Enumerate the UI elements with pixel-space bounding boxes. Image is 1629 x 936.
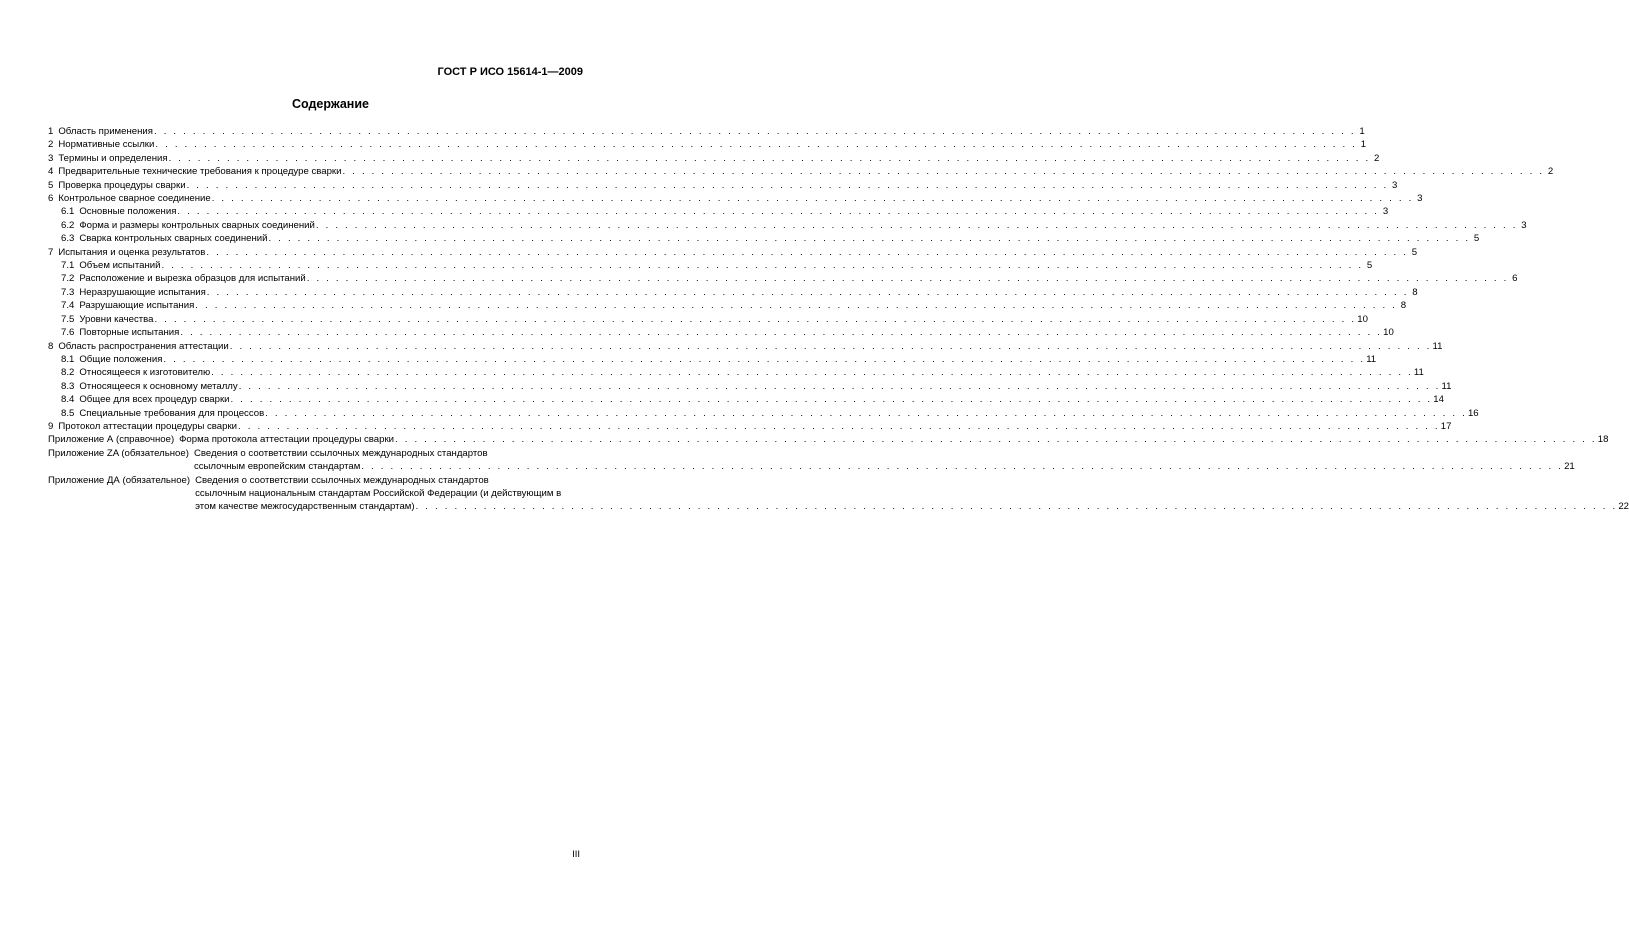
toc-entry-number: 7.4 (61, 300, 75, 312)
toc-entry[interactable] (48, 393, 1444, 406)
toc-entry-title: Протокол аттестации процедуры сварки (58, 420, 238, 432)
toc-entry[interactable] (48, 152, 1380, 165)
toc-entry-page: 14 (1433, 394, 1444, 406)
toc-entry-page: 5 (1366, 260, 1373, 272)
toc-leader-dots (180, 326, 1382, 339)
toc-entry-annex-da-line3: этом качестве межгосударственным стандартам) (195, 501, 415, 513)
toc-entry-number: 7.1 (61, 260, 75, 272)
toc-entry-page: 8 (1400, 300, 1407, 312)
toc-entry-page: 10 (1383, 327, 1394, 339)
toc-entry-title: Испытания и оценка результатов (58, 246, 206, 258)
toc-entry-annex-za-head: Приложение ZA (обязательное) (48, 447, 189, 459)
toc-entry-page: 11 (1366, 353, 1377, 365)
toc-entry-title: Специальные требования для процессов (79, 407, 265, 419)
toc-entry[interactable] (48, 232, 1480, 245)
toc-leader-dots (187, 179, 1389, 192)
toc-entry-page: 10 (1357, 313, 1368, 325)
toc-entry-number: 3 (48, 152, 54, 164)
toc-entry-title: Сварка контрольных сварных соединений (79, 233, 268, 245)
toc-leader-dots (361, 460, 1563, 473)
toc-entry-number: 7.3 (61, 286, 75, 298)
toc-entry-title: Объем испытаний (79, 260, 161, 272)
toc-leader-dots (177, 205, 1379, 218)
toc-entry-annex-da-line2: ссылочным национальным стандартам Российской Федерации (и действующим в (195, 487, 562, 499)
toc-entry[interactable] (48, 313, 1368, 326)
toc-leader-dots (230, 340, 1432, 353)
toc-leader-dots (154, 313, 1356, 326)
toc-leader-dots (163, 353, 1365, 366)
toc-entry-number: 8.3 (61, 380, 75, 392)
toc-leader-dots (161, 259, 1363, 272)
toc-entry-title: Общее для всех процедур сварки (79, 394, 230, 406)
toc-entry-number: 6.1 (61, 206, 75, 218)
toc-entry-page: 11 (1432, 340, 1443, 352)
toc-entries (48, 125, 1554, 433)
toc-entry-annex-da-head: Приложение ДА (обязательное) (48, 474, 191, 486)
toc-entry[interactable] (48, 420, 1452, 433)
toc-entry[interactable] (48, 353, 1377, 366)
toc-entry-annex-za-page: 21 (1564, 461, 1575, 473)
toc-entry[interactable] (48, 179, 1398, 192)
toc-entry-number: 2 (48, 139, 54, 151)
toc-entry-annex-da-page: 22 (1618, 501, 1629, 513)
toc-leader-dots (316, 219, 1518, 232)
document-code: ГОСТ Р ИСО 15614-1—2009 (437, 66, 583, 78)
toc-entry-title: Область распространения аттестации (58, 340, 229, 352)
toc-title: Содержание (291, 97, 369, 111)
toc-entry-title: Уровни качества (79, 313, 154, 325)
toc-entry-annex-za[interactable] (48, 447, 1575, 474)
toc-leader-dots (395, 433, 1597, 446)
toc-entry-number: 6.2 (61, 219, 75, 231)
toc-entry[interactable] (48, 286, 1418, 299)
toc-entry-title: Нормативные ссылки (58, 139, 155, 151)
toc-entry-annex-a-title: Форма протокола аттестации процедуры сварки (179, 434, 395, 446)
toc-entry-annex-a-page: 18 (1597, 434, 1609, 446)
toc-entry[interactable] (48, 138, 1367, 151)
toc-entry-number: 5 (48, 179, 54, 191)
toc-entry[interactable] (48, 380, 1452, 393)
toc-entry-page: 3 (1391, 179, 1398, 191)
toc-entry[interactable] (48, 165, 1554, 178)
toc-entry[interactable] (48, 219, 1527, 232)
toc-entry-page: 8 (1412, 286, 1418, 298)
toc-entry-number: 6 (48, 193, 54, 205)
toc-entry-page: 2 (1547, 166, 1554, 178)
toc-entry-number: 7.5 (61, 313, 75, 325)
toc-entry-title: Форма и размеры контрольных сварных соединений (79, 219, 315, 231)
toc-leader-dots (206, 246, 1408, 259)
toc-entry[interactable] (48, 246, 1418, 259)
toc-leader-dots (265, 407, 1467, 420)
toc-entry-number: 1 (48, 126, 54, 137)
toc-entry-title: Основные положения (79, 206, 177, 218)
toc-entry-page: 3 (1382, 206, 1389, 218)
toc-leader-dots (195, 299, 1397, 312)
toc-entry-page: 16 (1467, 407, 1479, 419)
toc-entry-number: 7.2 (61, 273, 75, 285)
toc-leader-dots (238, 420, 1440, 433)
toc-entry-annex-za-line2: ссылочным европейским стандартам (193, 461, 361, 473)
toc-leader-dots (212, 192, 1414, 205)
toc-entry-page: 1 (1360, 139, 1367, 151)
toc-entry-number: 8.1 (61, 353, 75, 365)
toc-entry-title: Предварительные технические требования к процедуре сварки (58, 166, 342, 178)
toc-entry-number: 6.3 (61, 233, 75, 245)
toc-leader-dots (211, 366, 1413, 379)
toc-leader-dots (169, 152, 1371, 165)
toc-entry-number: 7.6 (61, 327, 75, 339)
toc-entry-number: 8 (48, 340, 54, 352)
toc-entry-title: Относящееся к основному металлу (79, 380, 238, 392)
toc-entry[interactable] (48, 299, 1407, 312)
toc-leader-dots (342, 165, 1544, 178)
toc-leader-dots (416, 500, 1618, 513)
toc-entry-page: 5 (1411, 246, 1418, 258)
toc-entry-title: Расположение и вырезка образцов для испытаний (79, 273, 306, 285)
toc-entry-annex-za-line1: Сведения о соответствии ссылочных международных стандартов (193, 447, 488, 459)
toc-leader-dots (154, 125, 1356, 138)
toc-entry-title: Относящееся к изготовителю (79, 367, 211, 379)
toc-entry-title: Общие положения (79, 353, 163, 365)
toc-leader-dots (231, 393, 1433, 406)
toc-entry-page: 1 (1359, 126, 1365, 137)
toc-entry-page: 11 (1441, 380, 1452, 392)
toc-entry-annex-a[interactable] (48, 433, 1609, 446)
toc-entry[interactable] (48, 366, 1424, 379)
toc-entry-number: 8.5 (61, 407, 75, 419)
toc-entry-title: Контрольное сварное соединение (58, 193, 211, 205)
toc-entry-page: 2 (1374, 152, 1380, 164)
toc-entry-title: Разрушающие испытания (79, 300, 195, 312)
toc-entry[interactable] (48, 192, 1423, 205)
toc-entry[interactable] (48, 407, 1479, 420)
toc-entry-title: Повторные испытания (79, 327, 180, 339)
toc-entry-annex-da-line1: Сведения о соответствии ссылочных международных стандартов (195, 474, 489, 486)
toc-entry-page: 6 (1512, 273, 1518, 285)
toc-entry[interactable] (48, 205, 1389, 218)
toc-leader-dots (207, 286, 1409, 299)
toc-entry-number: 9 (48, 420, 54, 432)
toc-entry-title: Термины и определения (58, 152, 168, 164)
toc-entry-page: 3 (1521, 219, 1527, 231)
toc-leader-dots (239, 380, 1441, 393)
toc-entry-page: 11 (1413, 367, 1424, 379)
toc-leader-dots (268, 232, 1470, 245)
table-of-contents (48, 125, 1629, 514)
toc-entry[interactable] (48, 125, 1365, 138)
toc-entry[interactable] (48, 272, 1518, 285)
toc-entry-page: 3 (1417, 193, 1423, 205)
toc-entry-page: 5 (1473, 233, 1480, 245)
toc-entry-title: Проверка процедуры сварки (58, 179, 186, 191)
toc-entry[interactable] (48, 340, 1443, 353)
toc-leader-dots (307, 272, 1509, 285)
toc-entry-number: 8.2 (61, 367, 75, 379)
toc-entry[interactable] (48, 326, 1394, 339)
toc-entry-page: 17 (1440, 420, 1452, 432)
toc-entry-number: 4 (48, 166, 54, 178)
toc-entry-annex-da[interactable] (48, 474, 1629, 514)
page-number: III (572, 849, 580, 860)
toc-leader-dots (155, 138, 1357, 151)
toc-entry-annex-a-head: Приложение А (справочное) (48, 434, 175, 446)
toc-entry-title: Неразрушающие испытания (79, 286, 206, 298)
toc-entry-title: Область применения (58, 126, 153, 137)
toc-entry-number: 8.4 (61, 394, 75, 406)
toc-entry-number: 7 (48, 246, 54, 258)
toc-entry[interactable] (48, 259, 1373, 272)
